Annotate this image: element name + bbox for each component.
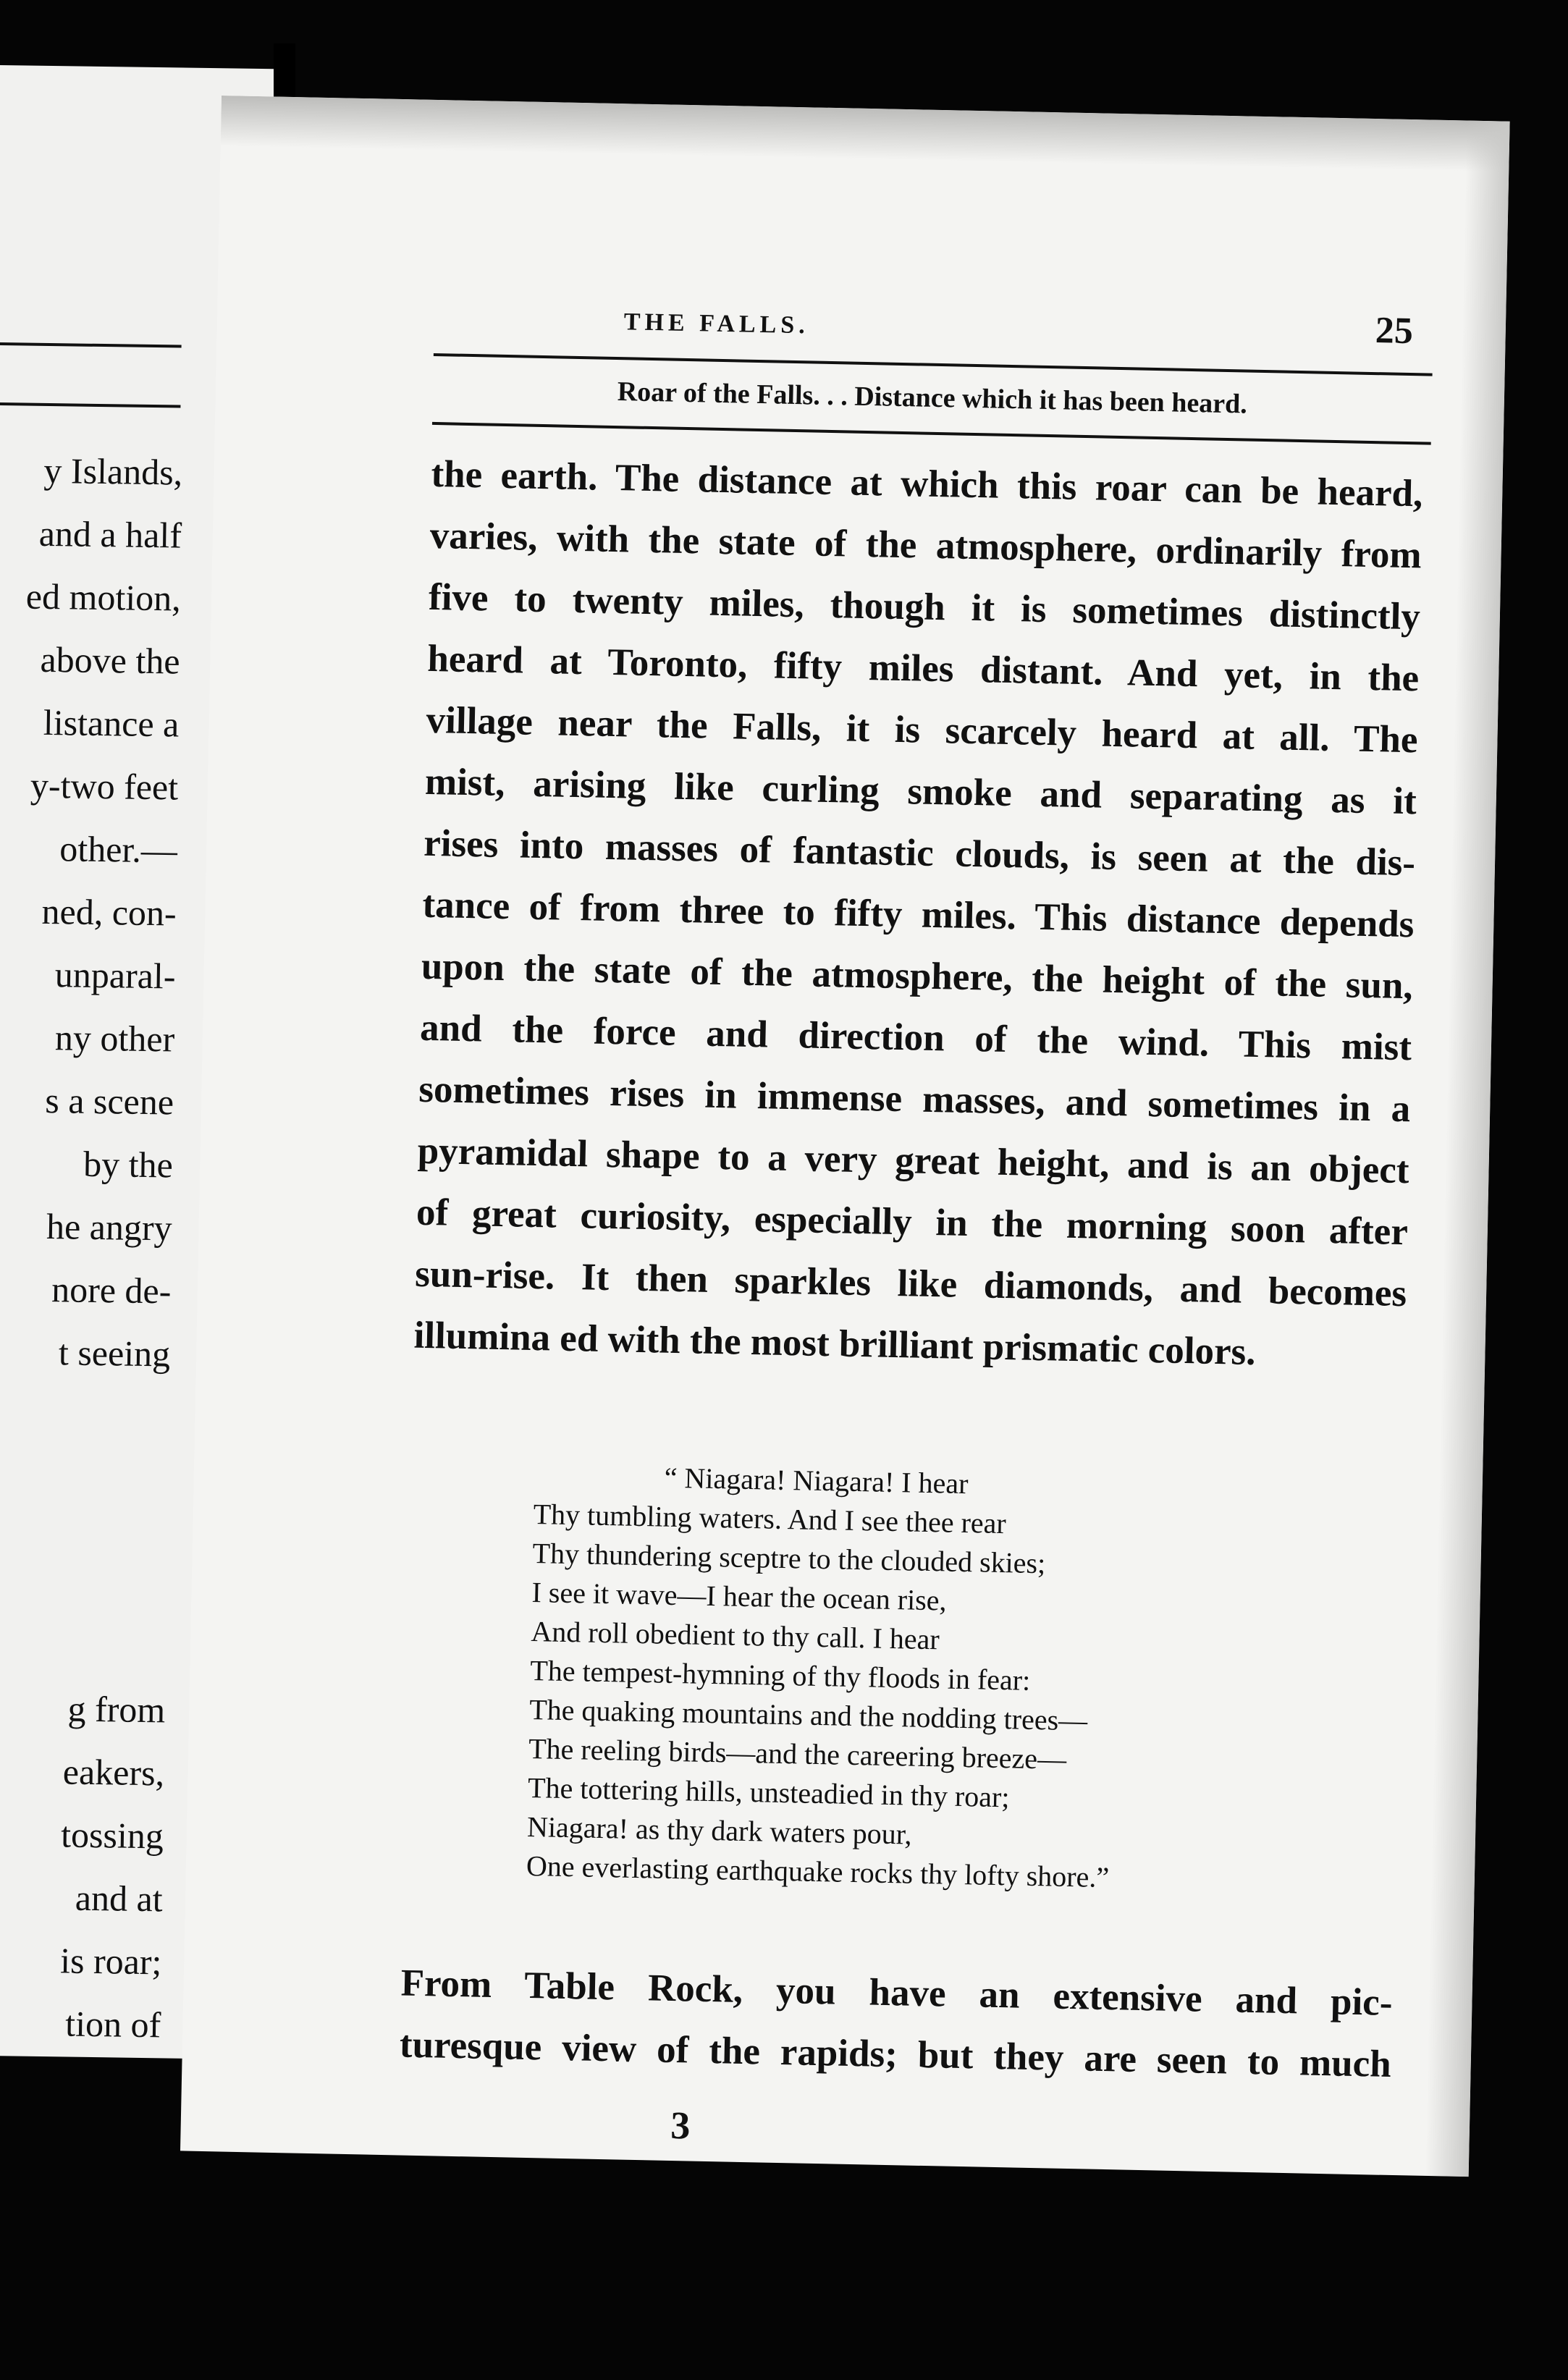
- previous-page-line: ed motion,: [25, 575, 182, 619]
- previous-page-rule: [0, 342, 182, 348]
- previous-page-line: y Islands,: [43, 450, 183, 493]
- header-rule-top: [434, 353, 1433, 376]
- previous-page-line: listance a: [43, 701, 180, 745]
- text-line: sometimes rises in immense masses, and sometimes in a: [418, 1068, 1411, 1131]
- previous-page-line: t seeing: [58, 1332, 171, 1375]
- previous-page-line: y-two feet: [30, 764, 179, 808]
- text-line: of great curiosity, especially in the morning soon after: [416, 1191, 1409, 1254]
- previous-page-line: unparal-: [54, 954, 176, 997]
- text-line: rises into masses of fantastic clouds, is seen at the dis-: [423, 822, 1416, 885]
- book-page: [180, 96, 1510, 2177]
- text-line: and the force and direction of the wind. This mist: [419, 1006, 1412, 1069]
- signature-mark: 3: [670, 2103, 691, 2148]
- poem-line: Niagara! as thy dark waters pour,: [526, 1810, 912, 1851]
- text-line: illumina ed with the most brilliant prismatic colors.: [413, 1314, 1257, 1374]
- previous-page-text: [0, 65, 188, 2046]
- text-line: turesque view of the rapids; but they are seen to much: [399, 2023, 1392, 2085]
- text-line: mist, arising like curling smoke and separating as it: [424, 760, 1417, 823]
- poem-line: Thy thundering sceptre to the clouded skies;: [532, 1537, 1046, 1580]
- previous-page-line: he angry: [46, 1206, 172, 1249]
- previous-page-line: and a half: [38, 512, 182, 556]
- previous-page-line: tion of: [64, 2003, 161, 2046]
- text-line: five to twenty miles, though it is sometimes distinctly: [428, 575, 1421, 638]
- poem-line: The tempest-hymning of thy floods in fear:: [529, 1654, 1031, 1697]
- previous-page-line: tossing: [60, 1814, 164, 1857]
- previous-page-line: above the: [40, 638, 180, 682]
- text-line: sun-rise. It then sparkles like diamonds, and becomes: [414, 1252, 1407, 1315]
- page-number: 25: [1375, 310, 1414, 353]
- previous-page-line: and at: [75, 1877, 164, 1920]
- text-line: village near the Falls, it is scarcely heard at all. The: [426, 699, 1419, 761]
- poem-quotation: [526, 1456, 1273, 1900]
- previous-page-line: eakers,: [62, 1751, 165, 1794]
- previous-page-line: g from: [67, 1688, 166, 1731]
- poem-line: And roll obedient to thy call. I hear: [531, 1615, 940, 1656]
- text-line: upon the state of the atmosphere, the height of the sun,: [421, 945, 1414, 1008]
- text-line: varies, with the state of the atmosphere, ordinarily from: [429, 514, 1422, 577]
- previous-page-line: s a scene: [44, 1080, 174, 1123]
- previous-page-line: other.—: [59, 828, 178, 871]
- poem-line: The reeling birds—and the careering breeze—: [528, 1731, 1067, 1776]
- previous-page-line: nore de-: [51, 1269, 172, 1312]
- text-line: the earth. The distance at which this roar can be heard,: [430, 452, 1423, 515]
- poem-line: One everlasting earthquake rocks thy lofty shore.”: [526, 1849, 1110, 1894]
- poem-line: Thy tumbling waters. And I see thee rear: [533, 1498, 1007, 1540]
- text-line: tance of from three to fifty miles. This distance depends: [422, 883, 1415, 946]
- section-subhead: Roar of the Falls. . . Distance which it has been heard.: [617, 376, 1248, 420]
- previous-page-rule: [0, 402, 180, 408]
- header-rule-bottom: [432, 422, 1431, 445]
- poem-line: I see it wave—I hear the ocean rise,: [531, 1576, 947, 1617]
- previous-page-line: by the: [83, 1143, 174, 1186]
- running-head: THE FALLS.: [623, 308, 810, 339]
- text-line: pyramidal shape to a very great height, and is an object: [417, 1129, 1410, 1192]
- previous-page-line: ny other: [54, 1017, 175, 1060]
- poem-line: The tottering hills, unsteadied in thy roar;: [527, 1771, 1010, 1814]
- text-line: From Table Rock, you have an extensive and pic-: [400, 1962, 1394, 2024]
- body-paragraph: [413, 444, 1423, 1386]
- previous-page-line: ned, con-: [41, 890, 177, 934]
- text-line: heard at Toronto, fifty miles distant. And yet, in the: [426, 637, 1420, 700]
- poem-line: “ Niagara! Niagara! I hear: [664, 1461, 969, 1501]
- previous-page-line: is roar;: [59, 1940, 162, 1983]
- closing-paragraph: [399, 1953, 1393, 2096]
- poem-line: The quaking mountains and the nodding trees—: [528, 1692, 1088, 1737]
